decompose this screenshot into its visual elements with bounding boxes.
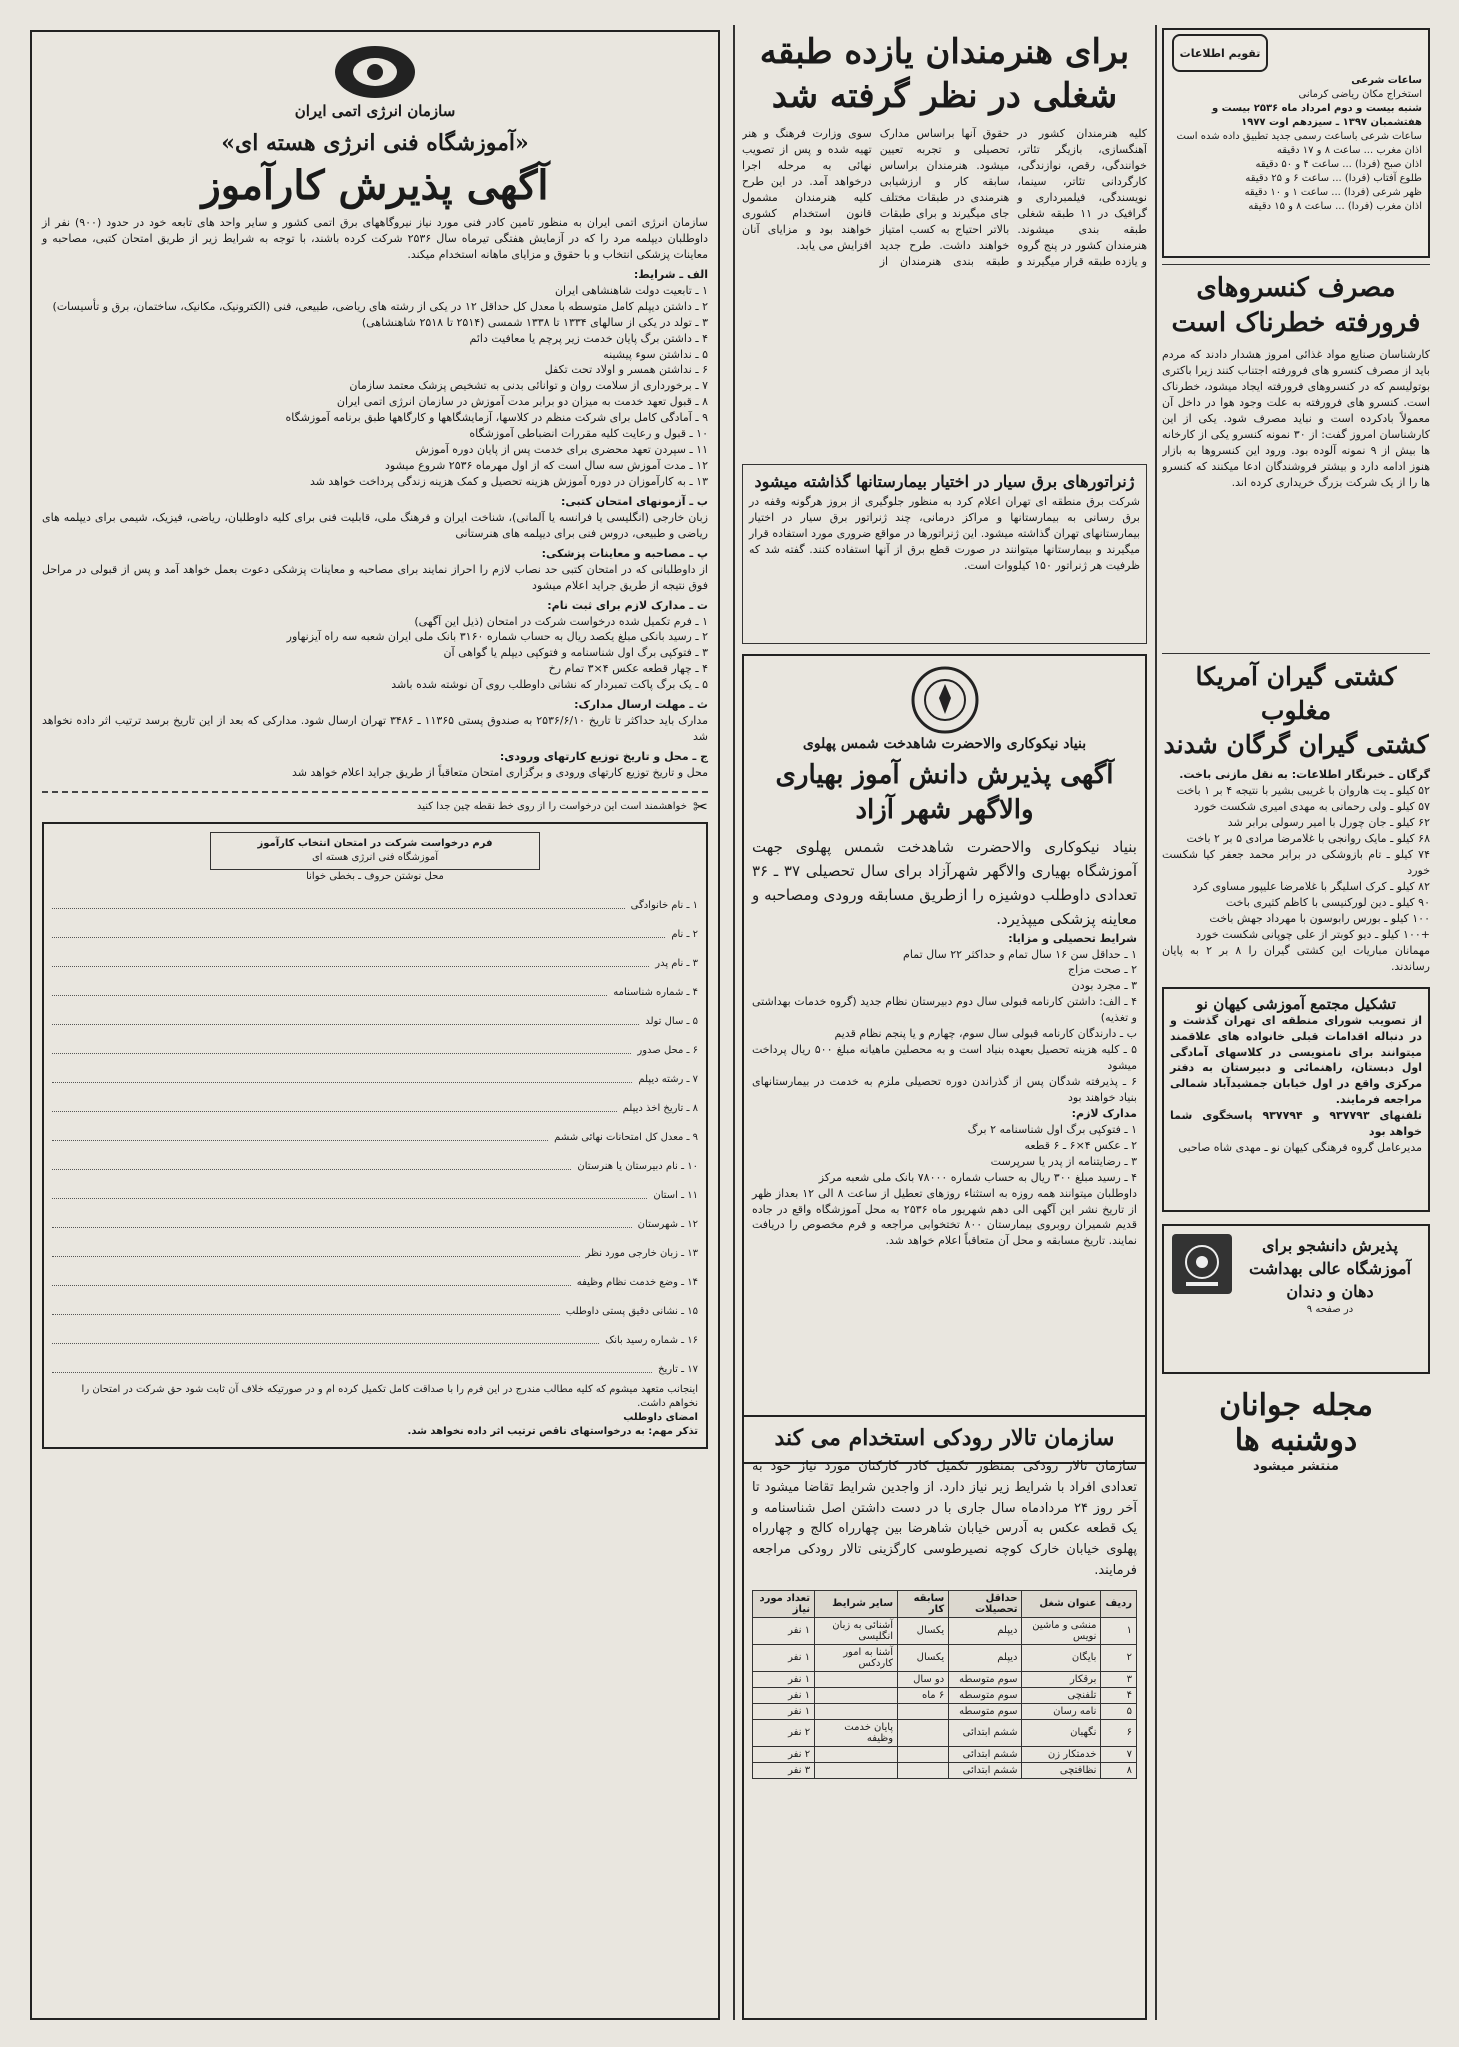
wrestling-result: ۸۲ کیلو ـ کرک اسلیگر با غلامرضا علیپور مساوی کرد <box>1192 880 1430 893</box>
talar-table <box>752 1590 1137 1779</box>
aeoi-section-item: ۵ ـ یک برگ پاکت تمبردار که نشانی داوطلب روی آن نوشته شده باشد <box>391 678 708 692</box>
canned-headline: مصرف کنسروهای فرورفته خطرناک است <box>1171 273 1421 339</box>
aeoi-section-title: الف ـ شرایط: <box>633 267 708 281</box>
form-field[interactable] <box>52 1000 698 1029</box>
aeoi-section-item: ۷ ـ برخورداری از سلامت روان و توانائی بدنی به تشخیص پزشک معتمد سازمان <box>349 379 708 393</box>
aeoi-section-item: ۲ ـ داشتن دیپلم کامل متوسطه با معدل کل حداقل ۱۲ در یکی از رشته های ریاضی، طبیعی، فنی (الکترونیک، مکانیک، ساختمان، برق و تأسیسات) <box>52 299 708 313</box>
talar-body: سازمان تالار رودکی بمنظور تکمیل کادر کارکنان مورد نیاز خود به تعدادی افراد با شرایط زیر نیاز دارد. از واجدین شرایط تقاضا میشود تا آخر روز ۲۴ مردادماه سال جاری با در دست داشتن اصل شناسنامه و یک قطعه عکس به آدرس خیابان شاهرضا بین چهارراه کالج و چهارراه پهلوی خیابان خارک کوچه نصیرطوسی کارگزینی تالار رودکی مراجعه فرمایند. <box>752 1459 1137 1578</box>
university-emblem-icon <box>1172 1234 1232 1294</box>
table-cell: سوم متوسطه <box>949 1687 1022 1703</box>
beheshti-footer: داوطلبان میتوانند همه روزه به استثناء روزهای تعطیل از ساعت ۸ الی ۱۲ بعداز ظهر از تاریخ نشر این آگهی الی دهم شهریور ماه ۲۵۳۶ به محل آموزشگاه واقع در جاده قدیم شمیران روبروی بیمارستان ۸۰۰ تختخوابی مراجعه و فرم مخصوص را دریافت نمایند. تاریخ مسابقه و محل آن متعاقباً اعلام خواهد شد. <box>752 1186 1137 1248</box>
table-cell: ۴ <box>1101 1687 1137 1703</box>
college-title: پذیرش دانشجو برای آموزشگاه عالی بهداشت دهان و دندان <box>1248 1235 1412 1301</box>
aeoi-section-item: ۱۲ ـ مدت آموزش سه سال است که از اول مهرماه ۲۵۳۶ شروع میشود <box>385 459 708 473</box>
form-field-label: ۸ ـ تاریخ اخذ دیپلم <box>622 1102 698 1114</box>
form-field-label: ۱۰ ـ نام دبیرستان یا هنرستان <box>577 1160 698 1172</box>
table-cell: دیپلم <box>949 1617 1022 1644</box>
table-cell: سوم متوسطه <box>949 1703 1022 1719</box>
form-field-label: ۲ ـ نام <box>671 928 698 940</box>
table-cell: ۱ نفر <box>753 1671 815 1687</box>
form-field-label: ۳ ـ نام پدر <box>655 957 698 969</box>
table-cell: ۶ <box>1101 1719 1137 1746</box>
promo-magazine: مجله جوانان <box>1219 1387 1373 1423</box>
beheshti-condition: ۱ ـ حداقل سن ۱۶ سال تمام و حداکثر ۲۲ سال تمام <box>903 947 1137 961</box>
kayhan-title: تشکیل مجتمع آموزشی کیهان نو <box>1196 994 1396 1013</box>
form-field[interactable] <box>52 1319 698 1348</box>
table-cell: سوم متوسطه <box>949 1671 1022 1687</box>
form-field-line[interactable] <box>52 1294 560 1315</box>
promo-tag: منتشر میشود <box>1253 1458 1339 1474</box>
aeoi-section-title: ث ـ مهلت ارسال مدارک: <box>574 698 708 712</box>
table-cell: بایگان <box>1022 1644 1101 1671</box>
aeoi-school: «آموزشگاه فنی انرژی هسته ای» <box>221 130 529 156</box>
wrestling-results <box>1162 783 1430 942</box>
form-foot: اینجانب متعهد میشوم که کلیه مطالب مندرج در این فرم را با صداقت کامل تکمیل کرده ام و در صورتیکه خلاف آن ثابت شود حق شرکت در امتحان را نخواهم داشت. <box>81 1383 698 1409</box>
form-field-line[interactable] <box>52 946 649 967</box>
table-header: حداقل تحصیلات <box>949 1590 1022 1617</box>
aeoi-section-item: ۱۱ ـ سپردن تعهد محضری برای خدمت پس از پایان دوره آموزش <box>415 443 708 457</box>
aeoi-headline: آگهی پذیرش کارآموز <box>201 162 549 209</box>
kayhan-box <box>1162 987 1430 1212</box>
aeoi-ad <box>30 30 720 2020</box>
artists-body: کلیه هنرمندان کشور در آهنگسازی، بازیگر تئاتر، خوانندگی، رقص، نوازندگی، کارگردانی تئاتر، سینما، نویسندگی، فیلمبرداری و گرافیک در ۱۱ طبقه شغلی طبقه بندی میشوند. هنرمندان کشور در پنج گروه و یازده طبقه قرار میگیرند و حقوق آنها براساس مدارک تحصیلی و تجربه تعیین میشود. هنرمندان براساس سابقه کار و ارزشیابی هنرمندی در طبقات مختلف جای میگیرند و برای طبقات بالاتر احتیاج به کسب امتیاز خواهند داشت. طرح جدید طبقه بندی هنرمندان از سوی وزارت فرهنگ و هنر تهیه شده و پس از تصویب نهائی به مرحله اجرا درخواهد آمد. در این طرح کلیه هنرمندان مشمول قانون استخدام کشوری خواهند بود و مزایای آنان افزایش می یابد. <box>742 127 1147 268</box>
aeoi-section-item: ۲ ـ رسید بانکی مبلغ یکصد ریال به حساب شماره ۳۱۶۰ بانک ملی ایران شعبه سه راه آیزنهاور <box>286 630 708 644</box>
aeoi-section-item: زبان خارجی (انگلیسی یا فرانسه یا آلمانی)، شناخت ایران و فرهنگ ملی، قابلیت فنی برای کلیه داوطلبان، ریاضی، فیزیک، شیمی برای دیپلمه های ریاضی و طبیعی، دروس فنی برای دیپلمه های هنرستانی <box>42 510 708 540</box>
wrestling-result: ۹۰ کیلو ـ دین لورکنیسی با کاظم کثیری باخت <box>1225 895 1430 909</box>
form-field-line[interactable] <box>52 1091 617 1112</box>
table-cell: نظافتچی <box>1022 1762 1101 1778</box>
beheshti-doc: ۴ ـ رسید مبلغ ۳۰۰ ریال به حساب شماره ۷۸۰۰۰ بانک ملی شعبه مرکز <box>818 1170 1137 1184</box>
prayer-time: طلوع آفتاب (فردا) ... ساعت ۶ و ۲۵ دقیقه <box>1245 173 1422 184</box>
table-cell: دو سال <box>898 1671 949 1687</box>
aeoi-section-title: پ ـ مصاحبه و معاینات پزشکی: <box>541 546 708 560</box>
foundation-emblem-icon <box>909 664 981 736</box>
table-cell: ۱ نفر <box>753 1644 815 1671</box>
table-cell <box>898 1762 949 1778</box>
beheshti-docs-title: مدارک لازم: <box>1071 1106 1137 1120</box>
form-field[interactable] <box>52 1058 698 1087</box>
kayhan-phones: تلفنهای ۹۳۷۷۹۳ و ۹۳۷۷۹۴ پاسخگوی شما خواهد بود <box>1170 1109 1422 1139</box>
beheshti-intro: بنیاد نیکوکاری والاحضرت شاهدخت شمس پهلوی جهت آموزشگاه بهیاری والاگهر شهرآزاد برای سال تحصیلی ۳۷ ـ ۳۶ تعدادی داوطلب دوشیزه را ازطریق مسابقه ورودی ومصاحبه و معاینه پزشکی میپذیرد. <box>752 837 1138 928</box>
table-cell <box>898 1703 949 1719</box>
table-cell: ششم ابتدائی <box>949 1719 1022 1746</box>
prayer-times <box>1170 144 1422 214</box>
wrestling-result: ۵۷ کیلو ـ ولی رحمانی به مهدی امیری شکست خورد <box>1193 800 1430 814</box>
table-cell <box>815 1687 898 1703</box>
table-header: تعداد مورد نیاز <box>753 1590 815 1617</box>
form-field[interactable] <box>52 884 698 913</box>
form-field-line[interactable] <box>52 1149 571 1170</box>
table-row <box>753 1703 1137 1719</box>
wrestling-result: ۵۲ کیلو ـ یت هاروان با غریبی بشیر با نتیجه ۴ بر ۱ باخت <box>1176 784 1430 798</box>
wrestling-headline-2: کشتی گیران گرگان شدند <box>1163 729 1429 759</box>
kayhan-body: از تصویب شورای منطقه ای تهران گذشت و در دنباله اقدامات قبلی خانواده های علاقمند میتوانند برای نامنویسی در کلاسهای آمادگی اول دبستان، راهنمائی و دبیرستان به دفتر مرکزی واقع در اول خیابان جمشیدآباد شمالی مراجعه فرمایند. <box>1170 1013 1422 1107</box>
prayer-time: اذان مغرب ... ساعت ۸ و ۱۷ دقیقه <box>1276 145 1422 156</box>
aeoi-intro: سازمان انرژی اتمی ایران به منظور تامین کادر فنی مورد نیاز نیروگاههای برق اتمی کشور و سایر واحد های تابعه خود در حدود (۹۰۰) نفر از داوطلبان دیپلمه مرد را که در آزمایش هفتگی تیرماه سال ۲۵۳۶ شرکت کرده باشند، با توجه به شرایط زیر از طریق امتحان کتبی، مصاحبه و معاینات پزشکی انتخاب و با حقوق و مزایای ماهانه استخدام میکند. <box>42 216 708 261</box>
transformers-headline: ژنراتورهای برق سیار در اختیار بیمارستانها گذاشته میشود <box>754 472 1135 492</box>
form-field[interactable] <box>52 1145 698 1174</box>
form-field[interactable] <box>52 1116 698 1145</box>
table-cell: یکسال <box>898 1644 949 1671</box>
table-row <box>753 1762 1137 1778</box>
table-row <box>753 1644 1137 1671</box>
form-field-line[interactable] <box>52 1265 571 1286</box>
beheshti-doc: ۱ ـ فتوکپی برگ اول شناسنامه ۲ برگ <box>967 1122 1137 1136</box>
form-fields <box>52 884 698 1377</box>
beheshti-docs <box>752 1122 1137 1186</box>
form-field[interactable] <box>52 1029 698 1058</box>
form-sign: امضای داوطلب <box>623 1411 698 1423</box>
form-field-line[interactable] <box>52 1178 647 1199</box>
beheshti-condition: ۲ ـ صحت مزاج <box>1068 963 1137 977</box>
form-field[interactable] <box>52 1348 698 1377</box>
cut-line <box>42 791 708 793</box>
aeoi-section-item: از داوطلبانی که در امتحان کتبی حد نصاب لازم را احراز نمایند برای مصاحبه و معاینات پزشکی دعوت بعمل خواهد آمد و پس از قبولی در مراحل فوق نتیجه از طریق جراید اعلام میشود <box>42 562 708 592</box>
table-cell: پایان خدمت وظیفه <box>815 1719 898 1746</box>
scissors-icon: ✂ <box>692 796 708 818</box>
table-cell: ۱ نفر <box>753 1617 815 1644</box>
table-cell: ۷ <box>1101 1746 1137 1762</box>
artists-headline: برای هنرمندان یازده طبقه شغلی در نظر گرفته شد <box>759 32 1130 117</box>
form-field[interactable] <box>52 971 698 1000</box>
table-cell: ۸ <box>1101 1762 1137 1778</box>
aeoi-section-item: ۴ ـ داشتن برگ پایان خدمت زیر پرچم یا معافیت دائم <box>469 331 708 345</box>
calendar-subtitle: ساعات شرعی <box>1351 75 1422 86</box>
aeoi-section-item: ۳ ـ فتوکپی برگ اول شناسنامه و فتوکپی دیپلم یا گواهی آن <box>443 646 708 660</box>
table-cell: ششم ابتدائی <box>949 1762 1022 1778</box>
beheshti-doc: ۳ ـ رضایتنامه از پدر یا سرپرست <box>990 1154 1137 1168</box>
beheshti-condition: ۴ ـ الف: داشتن کارنامه قبولی سال دوم دبیرستان نظام جدید (گروه خدمات بهداشتی و تغذیه) <box>752 995 1137 1025</box>
application-form <box>42 822 708 1449</box>
aeoi-section-item: ۱ ـ فرم تکمیل شده درخواست شرکت در امتحان (ذیل این آگهی) <box>414 614 708 628</box>
table-cell: نگهبان <box>1022 1719 1101 1746</box>
form-field-line[interactable] <box>52 975 607 996</box>
table-cell <box>815 1703 898 1719</box>
table-cell: ۲ نفر <box>753 1719 815 1746</box>
aeoi-section-title: ت ـ مدارک لازم برای ثبت نام: <box>547 598 708 612</box>
aeoi-section-item: ۵ ـ نداشتن سوء پیشینه <box>603 347 708 361</box>
form-field-label: ۱۶ ـ شماره رسید بانک <box>605 1334 698 1346</box>
form-field-label: ۶ ـ محل صدور <box>637 1044 698 1056</box>
form-field-line[interactable] <box>52 1207 632 1228</box>
promo-day: دوشنبه ها <box>1234 1422 1358 1458</box>
right-column <box>1162 28 1430 1476</box>
table-row <box>753 1687 1137 1703</box>
aeoi-section-item: ۹ ـ آمادگی کامل برای شرکت منظم در کلاسها، آزمایشگاهها و کارگاهها طبق برنامه آموزشگاه <box>285 411 708 425</box>
table-cell: یکسال <box>898 1617 949 1644</box>
kayhan-sign: مدیرعامل گروه فرهنگی کیهان نو ـ مهدی شاه صاحبی <box>1178 1141 1422 1155</box>
beheshti-condition: ۵ ـ کلیه هزینه تحصیل بعهده بنیاد است و به محصلین ماهیانه مبلغ ۵۰۰ ریال پرداخت میشود <box>752 1043 1137 1073</box>
table-cell: آشنا به امور کاردکس <box>815 1644 898 1671</box>
aeoi-sections <box>42 267 708 781</box>
aeoi-section-title: ب ـ آزمونهای امتحان کتبی: <box>561 494 708 508</box>
form-field[interactable] <box>52 1203 698 1232</box>
table-cell: دیپلم <box>949 1644 1022 1671</box>
table-header: ردیف <box>1101 1590 1137 1617</box>
wrestling-result: +۱۰۰ کیلو ـ دیو کوبتر از علی چوپانی شکست خورد <box>1195 927 1430 941</box>
wrestling-result: ۱۰۰ کیلو ـ بورس رابوسون با مهرداد جهش باخت <box>1209 911 1430 925</box>
table-cell: ۱ نفر <box>753 1703 815 1719</box>
table-cell <box>815 1671 898 1687</box>
table-row <box>753 1746 1137 1762</box>
wrestling-lead: گرگان ـ خبرنگار اطلاعات: به نقل مازنی باخت. <box>1179 768 1430 782</box>
form-field-line[interactable] <box>52 1004 639 1025</box>
table-cell: ۱ نفر <box>753 1687 815 1703</box>
beheshti-condition: ۳ ـ مجرد بودن <box>1071 979 1137 993</box>
table-row <box>753 1671 1137 1687</box>
cut-line-text: خواهشمند است این درخواست را از روی خط نقطه چین جدا کنید <box>416 801 687 813</box>
table-header: سابقه کار <box>898 1590 949 1617</box>
beheshti-conditions-title: شرایط تحصیلی و مزایا: <box>1008 931 1137 945</box>
aeoi-section-item: ۱۰ ـ قبول و رعایت کلیه مقررات انضباطی آموزشگاه <box>469 427 708 441</box>
form-field[interactable] <box>52 1087 698 1116</box>
table-cell: منشی و ماشین نویس <box>1022 1617 1101 1644</box>
table-cell <box>815 1746 898 1762</box>
middle-column <box>742 30 1147 1464</box>
table-cell: تلفنچی <box>1022 1687 1101 1703</box>
canned-body: کارشناسان صنایع مواد غذائی امروز هشدار دادند که مردم باید از مصرف کنسرو های فرورفته اجتناب کنند زیرا باکتری بوتولیسم که در کنسروهای فرورفته ایجاد میشود، خطرناک است. کنسرو های فرورفته به علت وجود هوا در داخل آن معمولاً بادکرده است و نباید مصرف شود. یکی از این کارشناسان امروز گفت: از ۳۰ نمونه کنسرو یکی از کارخانه ها بیش از ۹ نمونه آلوده بود. ورود این کنسروها به بازار هنوز ادامه دارد و بیشتر فروشندگان ادعا میکنند که کنسرو ها را از یک شرکت بزرگ خریداری کرده اند. <box>1162 348 1430 489</box>
table-cell: برقکار <box>1022 1671 1101 1687</box>
table-row <box>753 1617 1137 1644</box>
aeoi-section-item: ۶ ـ نداشتن همسر و اولاد تحت تکفل <box>544 363 708 377</box>
form-field[interactable] <box>52 942 698 971</box>
wrestling-result: ۶۸ کیلو ـ مایک روانجی با غلامرضا مرادی ۵ بر ۲ باخت <box>1186 832 1430 846</box>
column-divider-left <box>733 25 735 2020</box>
beheshti-condition: ب ـ دارندگان کارنامه قبولی سال سوم، چهارم و یا پنجم نظام قدیم <box>834 1027 1137 1041</box>
form-field[interactable] <box>52 1290 698 1319</box>
beheshti-condition: ۶ ـ پذیرفته شدگان پس از گذراندن دوره تحصیلی ملزم به خدمت در بیمارستانهای بنیاد خواهند بود <box>752 1075 1137 1104</box>
table-cell: ششم ابتدائی <box>949 1746 1022 1762</box>
form-field-label: ۷ ـ رشته دیپلم <box>638 1073 698 1085</box>
form-field-label: ۴ ـ شماره شناسنامه <box>613 986 698 998</box>
transformers-box <box>742 464 1147 644</box>
table-row <box>753 1719 1137 1746</box>
college-box <box>1162 1224 1430 1374</box>
form-field-label: ۹ ـ معدل کل امتحانات نهائی ششم <box>554 1131 698 1143</box>
beheshti-doc: ۲ ـ عکس ۴×۶ ـ ۶ قطعه <box>1024 1138 1137 1152</box>
form-title: فرم درخواست شرکت در امتحان انتخاب کارآموز <box>257 837 493 849</box>
calendar-date: شنبه بیست و دوم امرداد ماه ۲۵۳۶ بیست و هفتشمبان ۱۳۹۷ ـ سیزدهم اوت ۱۹۷۷ <box>1211 103 1422 128</box>
table-cell <box>898 1719 949 1746</box>
form-field[interactable] <box>52 1261 698 1290</box>
table-cell: نامه رسان <box>1022 1703 1101 1719</box>
aeoi-section-item: ۸ ـ قبول تعهد خدمت به میزان دو برابر مدت آموزش در سازمان انرژی اتمی ایران <box>336 395 708 409</box>
table-header: سایر شرایط <box>815 1590 898 1617</box>
aeoi-section-item: محل و تاریخ توزیع کارتهای ورودی و برگزاری امتحان متعاقباً از طریق جراید اعلام خواهد شد <box>292 765 708 779</box>
aeoi-section-item: ۳ ـ تولد در یکی از سالهای ۱۳۳۴ تا ۱۳۳۸ شمسی (۲۵۱۴ تا ۲۵۱۸ شاهنشاهی) <box>361 315 708 329</box>
beheshti-box <box>742 654 1147 1464</box>
transformers-body: شرکت برق منطقه ای تهران اعلام کرد به منظور جلوگیری از بروز هرگونه وقفه در برق رسانی به بیمارستانها و مراکز درمانی، چند ژنراتور برق سیار در اختیار بیمارستانهای تهران گذاشته میشود. این ژنراتورها در مواقع ضروری مورد استفاده قرار میگیرند و بیمارستانها میتوانند در صورت قطع برق از آنها استفاده کنند. گفته شد که ظرفیت هر ژنراتور ۱۵۰ کیلووات است. <box>749 494 1140 572</box>
talar-headline: سازمان تالار رودکی استخدام می کند <box>774 1425 1115 1451</box>
form-field[interactable] <box>52 1232 698 1261</box>
college-page-ref: در صفحه ۹ <box>1306 1304 1354 1316</box>
wrestling-headline-1: کشتی گیران آمریکا مغلوب <box>1195 662 1397 725</box>
beheshti-headline: آگهی پذیرش دانش آموز بهیاری والاگهر شهر آزاد <box>775 760 1114 826</box>
table-cell: ۳ <box>1101 1671 1137 1687</box>
aeoi-section-item: مدارک باید حداکثر تا تاریخ ۲۵۳۶/۶/۱۰ به صندوق پستی ۱۱۳۶۵ ـ ۳۴۸۶ تهران ارسال شود. مدارکی که بعد از این تاریخ برسد ترتیب اثر داده نخواهد شد <box>42 714 709 744</box>
table-cell: ۳ نفر <box>753 1762 815 1778</box>
table-header: عنوان شغل <box>1022 1590 1101 1617</box>
form-warning: تذکر مهم: به درخواستهای ناقص ترتیب اثر داده نخواهد شد. <box>407 1425 698 1437</box>
table-cell: ۲ <box>1101 1644 1137 1671</box>
wrestling-result: ۶۲ کیلو ـ جان چورل با امیر رسولی برابر شد <box>1227 816 1430 830</box>
prayer-time: اذان مغرب (فردا) ... ساعت ۸ و ۱۵ دقیقه <box>1248 201 1422 212</box>
wrestling-closing: مهمانان مباریات این کشتی گیران را ۸ بر ۲ به پایان رساندند. <box>1162 943 1431 973</box>
prayer-time: ظهر شرعی (فردا) ... ساعت ۱ و ۱۰ دقیقه <box>1244 187 1422 198</box>
form-field-line[interactable] <box>52 1323 599 1344</box>
table-cell: خدمتکار زن <box>1022 1746 1101 1762</box>
table-cell: ۱ <box>1101 1617 1137 1644</box>
form-field-line[interactable] <box>52 888 625 909</box>
form-field-label: ۱۲ ـ شهرستان <box>637 1218 698 1230</box>
calendar-badge: تقویم اطلاعات <box>1172 34 1268 72</box>
table-cell <box>898 1746 949 1762</box>
talar-box <box>742 1415 1147 2020</box>
promo-box <box>1162 1388 1430 1477</box>
form-field-line[interactable] <box>52 1033 631 1054</box>
table-cell: ۵ <box>1101 1703 1137 1719</box>
table-cell <box>815 1762 898 1778</box>
column-divider <box>1155 25 1157 2020</box>
aeoi-section-item: ۱۳ ـ به کارآموزان در دوره آموزش هزینه تحصیل و کمک هزینه زندگی پرداخت خواهد شد <box>309 475 708 488</box>
aeoi-org: سازمان انرژی اتمی ایران <box>294 102 456 120</box>
beheshti-org: بنیاد نیکوکاری والاحضرت شاهدخت شمس پهلوی <box>802 736 1087 753</box>
form-field[interactable] <box>52 913 698 942</box>
form-field-line[interactable] <box>52 917 665 938</box>
form-field-label: ۱۴ ـ وضع خدمت نظام وظیفه <box>576 1276 698 1288</box>
form-subtitle: آموزشگاه فنی انرژی هسته ای <box>311 851 439 863</box>
table-cell: ۲ نفر <box>753 1746 815 1762</box>
calendar-note: ساعات شرعی باساعت رسمی جدید تطبیق داده شده است <box>1176 131 1422 142</box>
table-cell: ۶ ماه <box>898 1687 949 1703</box>
aeoi-logo-icon <box>330 42 420 102</box>
form-field-line[interactable] <box>52 1352 652 1373</box>
form-field-label: ۱ ـ نام خانوادگی <box>630 899 698 911</box>
form-field-label: ۱۵ ـ نشانی دقیق پستی داوطلب <box>565 1305 698 1317</box>
form-field[interactable] <box>52 1174 698 1203</box>
form-field-label: ۵ ـ سال تولد <box>645 1015 698 1027</box>
aeoi-section-title: ج ـ محل و تاریخ توزیع کارتهای ورودی: <box>499 750 708 763</box>
calendar-subtitle2: استخراج مکان ریاضی کرمانی <box>1298 89 1422 100</box>
calendar-box <box>1162 28 1430 258</box>
beheshti-conditions <box>752 947 1137 1106</box>
aeoi-section-item: ۱ ـ تابعیت دولت شاهنشاهی ایران <box>554 283 708 297</box>
form-field-line[interactable] <box>52 1062 632 1083</box>
form-field-label: ۱۳ ـ زبان خارجی مورد نظر <box>585 1247 698 1259</box>
aeoi-section-item: ۴ ـ چهار قطعه عکس ۴×۳ تمام رخ <box>548 662 708 676</box>
prayer-time: اذان صبح (فردا) ... ساعت ۴ و ۵۰ دقیقه <box>1255 159 1422 170</box>
wrestling-result: ۷۴ کیلو ـ تام بازوشکی در برابر محمد جعفر کیا شکست خورد <box>1162 848 1430 878</box>
table-cell: آشنائی به زبان انگلیسی <box>815 1617 898 1644</box>
form-field-line[interactable] <box>52 1236 580 1257</box>
form-field-label: ۱۱ ـ استان <box>653 1189 698 1201</box>
form-note: محل نوشتن حروف ـ بخطی خوانا <box>306 870 444 882</box>
form-field-label: ۱۷ ـ تاریخ <box>658 1363 698 1375</box>
form-field-line[interactable] <box>52 1120 548 1141</box>
